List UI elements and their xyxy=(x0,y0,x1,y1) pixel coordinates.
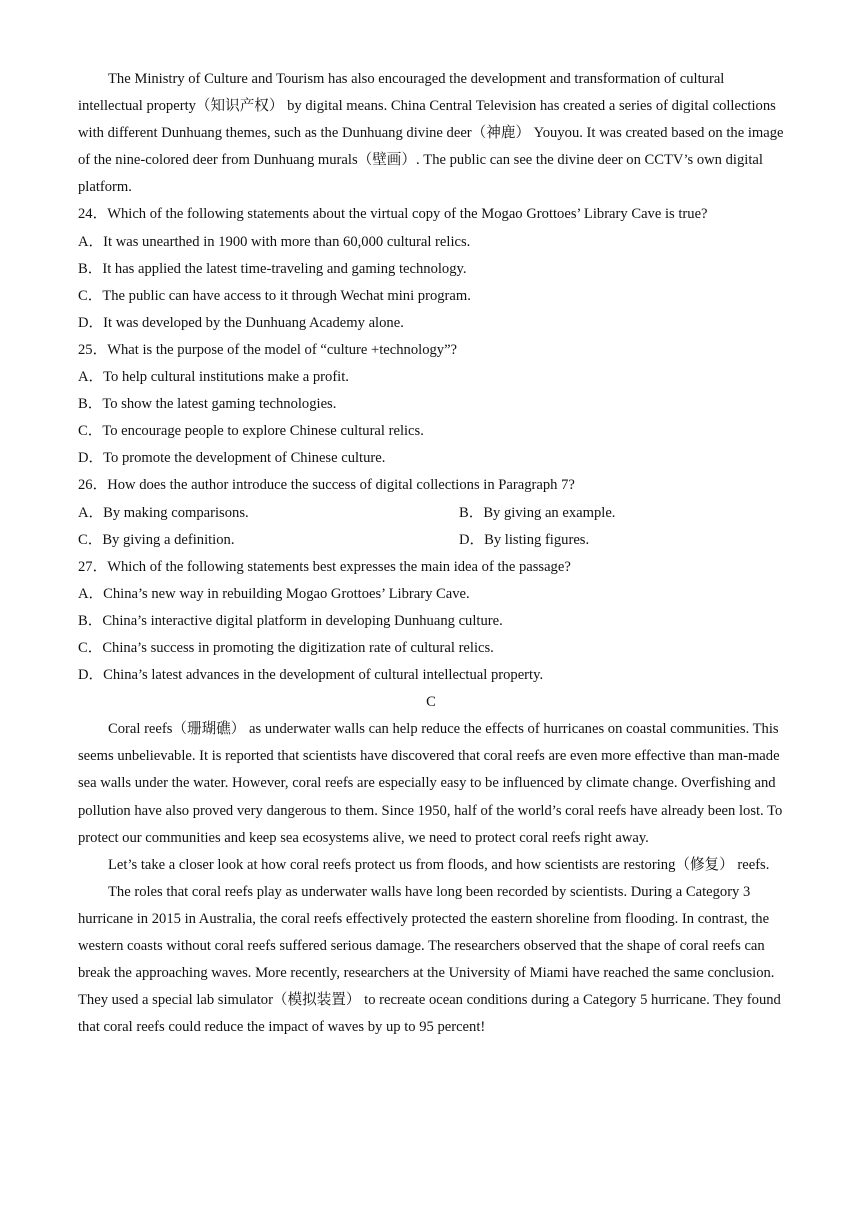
document-page xyxy=(78,66,784,1041)
passage-paragraph: Coral reefs（珊瑚礁） as underwater walls can help reduce the effects of hurricanes on coastal communities. This seems unbelievable. It is reported that scientists have discovered that coral reefs are even more effective than man-made sea walls under the water. However, coral reefs are especially easy to be influenced by climate change. Overfishing and pollution have also proved very dangerous to them. Since 1950, half of the world’s coral reefs have already been lost. To protect our communities and keep sea ecosystems alive, we need to protect coral reefs right away. xyxy=(78,721,783,846)
question-24 xyxy=(78,201,784,336)
question-stem: 24．Which of the following statements about the virtual copy of the Mogao Grottoes’ Library Cave is true? xyxy=(78,206,708,223)
passage-paragraph: Let’s take a closer look at how coral reefs protect us from floods, and how scientists are restoring（修复） reefs. xyxy=(108,856,770,873)
option-a: A．China’s new way in rebuilding Mogao Grottoes’ Library Cave. xyxy=(78,585,470,602)
option-row xyxy=(78,500,784,527)
passage-paragraph: The roles that coral reefs play as underwater walls have long been recorded by scientists. During a Category 3 hurricane in 2015 in Australia, the coral reefs effectively protected the eastern shoreline from flooding. In contrast, the western coasts without coral reefs suffered serious damage. The researchers observed that the shape of coral reefs can break the approaching waves. More recently, researchers at the University of Miami have reached the same conclusion. They used a special lab simulator（模拟装置） to recreate ocean conditions during a Category 5 hurricane. They found that coral reefs could reduce the impact of waves by up to 95 percent! xyxy=(78,883,781,1036)
option-d: D．It was developed by the Dunhuang Academy alone. xyxy=(78,314,404,331)
option-d: D．China’s latest advances in the development of cultural intellectual property. xyxy=(78,667,544,684)
question-stem: 26．How does the author introduce the success of digital collections in Paragraph 7? xyxy=(78,477,575,494)
option-b: B．To show the latest gaming technologies. xyxy=(78,396,337,413)
option-a: A．By making comparisons. xyxy=(78,504,249,521)
option-c: C．To encourage people to explore Chinese cultural relics. xyxy=(78,423,424,440)
option-a: A．To help cultural institutions make a profit. xyxy=(78,369,349,386)
option-d: D．To promote the development of Chinese culture. xyxy=(78,450,386,467)
question-25 xyxy=(78,337,784,472)
option-a: A．It was unearthed in 1900 with more than 60,000 cultural relics. xyxy=(78,233,471,250)
question-26 xyxy=(78,472,784,553)
option-c: C．By giving a definition. xyxy=(78,531,235,548)
option-b: B．It has applied the latest time-traveling and gaming technology. xyxy=(78,260,467,277)
option-row xyxy=(78,527,784,554)
intro-paragraph: The Ministry of Culture and Tourism has also encouraged the development and transformation of cultural intellectual property（知识产权） by digital means. China Central Television has created a series of digital collections with different Dunhuang themes, such as the Dunhuang divine deer（神鹿） Youyou. It was created based on the image of the nine-colored deer from Dunhuang murals（壁画）. The public can see the divine deer on CCTV’s own digital platform. xyxy=(78,71,784,196)
option-b: B．By giving an example. xyxy=(459,504,616,521)
question-27 xyxy=(78,554,784,689)
question-stem: 27．Which of the following statements best expresses the main idea of the passage? xyxy=(78,558,571,575)
option-c: C．The public can have access to it through Wechat mini program. xyxy=(78,287,471,304)
option-c: C．China’s success in promoting the digitization rate of cultural relics. xyxy=(78,639,494,656)
option-b: B．China’s interactive digital platform in developing Dunhuang culture. xyxy=(78,612,503,629)
section-heading: C xyxy=(426,694,436,711)
option-d: D．By listing figures. xyxy=(459,531,590,548)
question-stem: 25．What is the purpose of the model of “culture +technology”? xyxy=(78,341,458,358)
